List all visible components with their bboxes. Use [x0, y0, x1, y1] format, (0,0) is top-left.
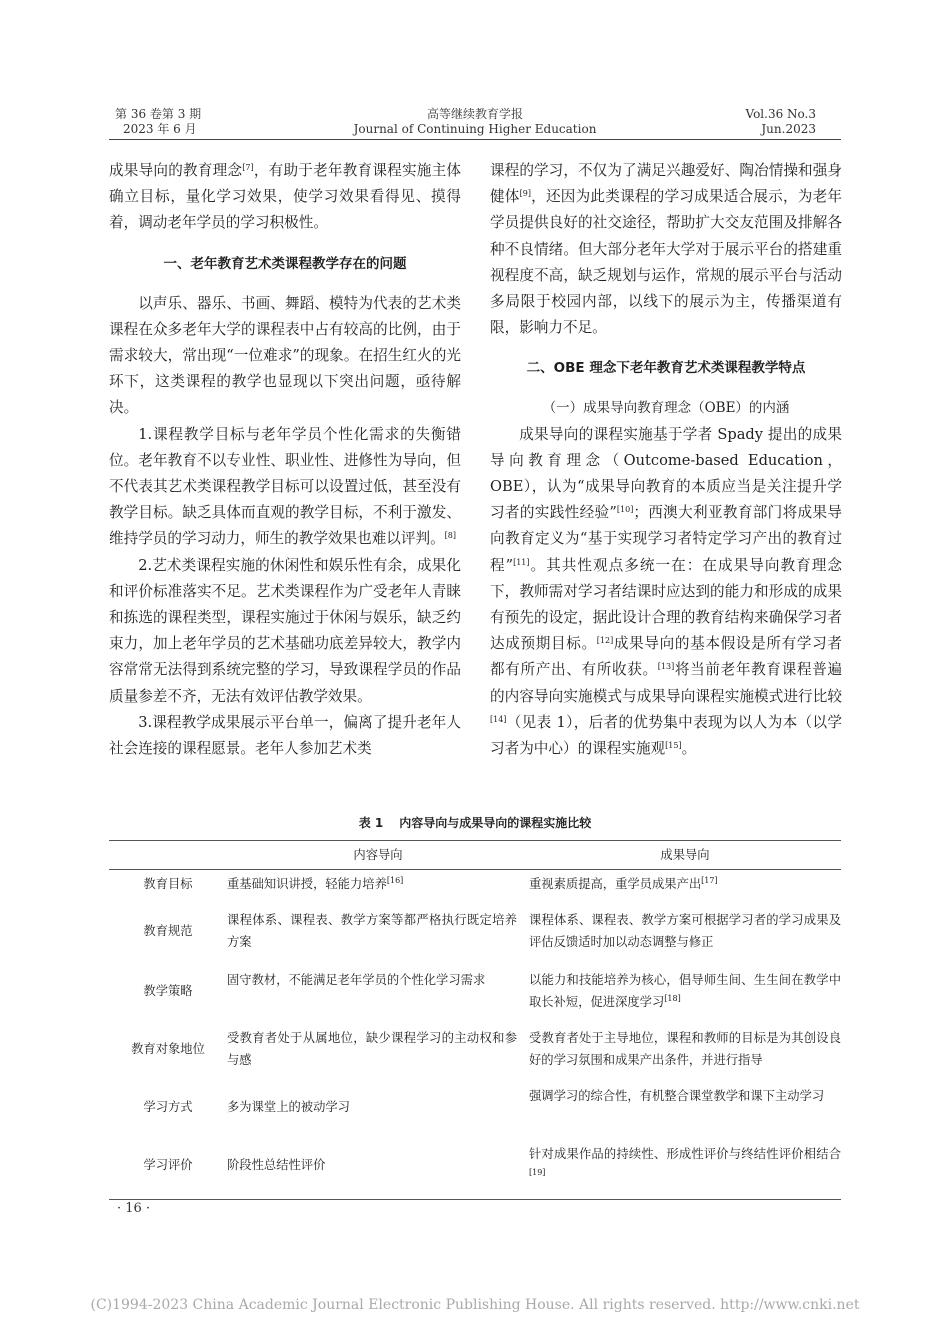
citation: [16] — [386, 876, 404, 885]
table-caption — [109, 814, 841, 831]
citation: [10] — [616, 505, 634, 515]
content-oriented-cell: 固守教材，不能满足老年学员的个性化学习需求 — [227, 972, 486, 987]
row-label: 教学策略 — [143, 983, 193, 998]
table-header-row — [109, 841, 841, 870]
issue-date: 2023 年 6 月 — [123, 122, 197, 136]
row-label: 教育规范 — [143, 923, 193, 938]
outcome-oriented-cell: 重视素质提高，重学员成果产出[17] — [529, 876, 718, 891]
subsection-heading: （一）成果导向教育理念（OBE）的内涵 — [542, 400, 790, 417]
paragraph: 3.课程教学成果展示平台单一，偏离了提升老年人社会连接的课程愿景。老年人参加艺术类 — [109, 713, 461, 758]
citation: [11] — [513, 557, 530, 567]
volume-number-en: Vol.36 No.3 — [745, 107, 816, 121]
content-oriented-cell: 多为课堂上的被动学习 — [227, 1099, 350, 1114]
issue-date-en: Jun.2023 — [761, 122, 816, 136]
paragraph: 1.课程教学目标与老年学员个性化需求的失衡错位。老年教育不以专业性、职业性、进修性为导向，但不代表其艺术类课程教学目标可以设置过低，甚至没有教学目标。缺乏具体而直观的教学目标，不利于激发、维持学员的学习动力，师生的教学效果也难以评判。[8] — [109, 425, 461, 548]
outcome-oriented-cell: 课程体系、课程表、教学方案可根据学习者的学习成果及评估反馈适时加以动态调整与修正 — [529, 912, 841, 949]
column-header: 成果导向 — [529, 841, 841, 870]
outcome-oriented-cell: 强调学习的综合性，有机整合课堂教学和课下主动学习 — [529, 1088, 825, 1103]
volume-issue: 第 36 卷第 3 期 — [115, 107, 202, 121]
citation: [17] — [701, 876, 718, 885]
content-oriented-cell: 阶段性总结性评价 — [227, 1157, 326, 1172]
citation: [8] — [444, 531, 457, 541]
section-heading: 一、老年教育艺术类课程教学存在的问题 — [163, 255, 407, 272]
table-title: 内容导向与成果导向的课程实施比较 — [399, 816, 592, 830]
paragraph: 以声乐、器乐、书画、舞蹈、模特为代表的艺术类课程在众多老年大学的课程表中占有较高的比例，由于需求较大，常出现“一位难求”的现象。在招生红火的光环下，这类课程的教学也显现以下突出问题，亟待解决。 — [109, 294, 461, 417]
journal-volume-en — [746, 107, 817, 137]
table-row — [109, 870, 841, 906]
paragraph: 成果导向的课程实施基于学者 Spady 提出的成果导向教育理念（Outcome-based Education，OBE），认为“成果导向教育的本质应当是关注提升学习者的实践性经验”[10]；西澳大利亚教育部门将成果导向教育定义为“基于实现学习者特定学习产出的教育过程”[11]。其共性观点多统一在：在成果导向教育理念下，教师需对学习者结课时应达到的能力和形成的成果有预先的设定，据此设计合理的教育结构来确保学习者达成预期目标。[12]成果导向的基本假设是所有学习者都有所产出、有所收获。[13]将当前老年教育课程普遍的内容导向实施模式与成果导向课程实施模式进行比较[14]（见表 1），后者的优势集中表现为以人为本（以学习者为中心）的课程实施观[15]。 — [490, 425, 842, 758]
copyright-footer: (C)1994-2023 China Academic Journal Electronic Publishing House. All rights reserved. http://www.cnki.net — [90, 1297, 860, 1313]
table-row — [109, 906, 841, 966]
citation: [15] — [665, 741, 682, 751]
citation: [14] — [490, 714, 507, 724]
page-number: · 16 · — [117, 1201, 151, 1216]
content-oriented-cell: 重基础知识讲授，轻能力培养[16] — [227, 876, 404, 891]
citation: [18] — [664, 993, 681, 1003]
table-row — [109, 966, 841, 1024]
comparison-table — [109, 840, 841, 1200]
header-divider — [109, 139, 841, 140]
outcome-oriented-cell: 针对成果作品的持续性、形成性评价与终结性评价相结合[19] — [529, 1146, 841, 1177]
right-column — [490, 158, 842, 762]
journal-issue-info — [115, 107, 201, 137]
row-label: 学习评价 — [143, 1157, 193, 1172]
citation: [13] — [657, 662, 675, 672]
journal-title-cn: 高等继续教育学报 — [426, 107, 523, 121]
journal-title — [300, 107, 650, 137]
left-column — [109, 158, 461, 762]
content-oriented-cell: 受教育者处于从属地位，缺少课程学习的主动权和参与感 — [227, 1030, 517, 1067]
paragraph: 课程的学习，不仅为了满足兴趣爱好、陶冶情操和强身健体[9]，还因为此类课程的学习成果适合展示，为老年学员提供良好的社交途径，帮助扩大交友范围及排解各种不良情绪。但大部分老年大学对于展示平台的搭建重视程度不高，缺乏规划与运作，常规的展示平台与活动多局限于校园内部，以线下的展示为主，传播渠道有限，影响力不足。 — [490, 162, 842, 337]
column-header: 内容导向 — [227, 841, 529, 870]
outcome-oriented-cell: 以能力和技能培养为核心，倡导师生间、生生间在教学中取长补短，促进深度学习[18] — [529, 972, 841, 1009]
row-label: 学习方式 — [143, 1099, 193, 1114]
column-header — [109, 841, 227, 870]
citation: [19] — [529, 1167, 546, 1177]
paragraph: 成果导向的教育理念[7]，有助于老年教育课程实施主体确立目标，量化学习效果，使学习效果看得见、摸得着，调动老年学员的学习积极性。 — [109, 162, 461, 232]
section-heading: 二、OBE 理念下老年教育艺术类课程教学特点 — [526, 360, 806, 377]
table-row — [109, 1024, 841, 1082]
outcome-oriented-cell: 受教育者处于主导地位，课程和教师的目标是为其创设良好的学习氛围和成果产出条件，并进行指导 — [529, 1030, 841, 1067]
content-oriented-cell: 课程体系、课程表、教学方案等都严格执行既定培养方案 — [227, 912, 517, 949]
table-row — [109, 1082, 841, 1140]
citation: [12] — [596, 636, 614, 646]
paragraph: 2.艺术类课程实施的休闲性和娱乐性有余，成果化和评价标准落实不足。艺术类课程作为广受老年人青睐和拣选的课程类型，课程实施过于休闲与娱乐，缺乏约束力，加上老年学员的艺术基础功底差异较大，教学内容常常无法得到系统完整的学习，导致课程学员的作品质量参差不齐，无法有效评估教学效果。 — [109, 556, 461, 705]
row-label: 教育对象地位 — [131, 1041, 205, 1056]
journal-title-en: Journal of Continuing Higher Education — [353, 122, 597, 136]
table-row — [109, 1140, 841, 1200]
table-number: 表 1 — [358, 816, 384, 830]
citation: [7] — [242, 163, 254, 172]
citation: [9] — [519, 189, 531, 199]
row-label: 教育目标 — [143, 877, 193, 891]
